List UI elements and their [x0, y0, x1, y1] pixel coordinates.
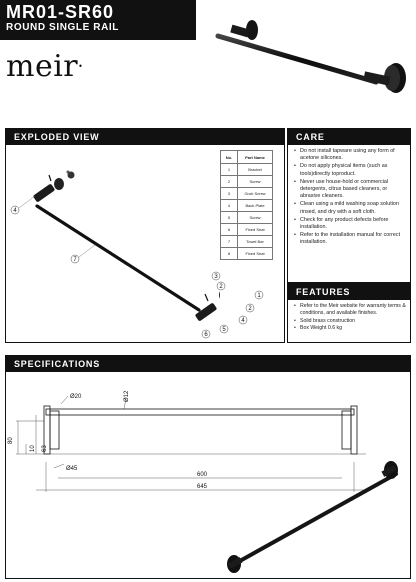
brand-logo-text: meir: [6, 49, 79, 84]
part-no: 4: [221, 200, 238, 212]
dim-plate-diameter: Ø20: [70, 394, 82, 400]
specifications-section: [5, 355, 411, 579]
part-name: Fixed Seat: [238, 224, 273, 236]
specifications-heading: SPECIFICATIONS: [6, 356, 410, 372]
product-code: MR01-SR60: [6, 2, 115, 22]
brand-logo: [6, 49, 84, 84]
part-no: 8: [221, 248, 238, 260]
callout-4-left-label: 4: [13, 208, 17, 214]
dim-height-center: 63: [42, 445, 48, 452]
right-callouts: [198, 270, 270, 342]
dim-bar-diameter: Ø12: [124, 390, 130, 402]
table-row: [221, 176, 273, 188]
towel-bar: [46, 409, 354, 415]
callout-2: 2: [219, 284, 223, 290]
table-row: [221, 200, 273, 212]
part-no: 3: [221, 188, 238, 200]
spec-product-image: [227, 461, 398, 573]
part-name: Towel Bar: [238, 236, 273, 248]
dim-length-inner: 600: [196, 472, 208, 478]
list-item: • Clean using a mild washing soap solution rinsed, and dry with a soft cloth.: [296, 201, 406, 215]
callout-3: 3: [214, 274, 218, 280]
table-row: [221, 236, 273, 248]
product-name: ROUND SINGLE RAIL: [6, 22, 119, 33]
technical-drawing: [6, 372, 410, 578]
features-heading: FEATURES: [288, 284, 410, 300]
parts-col-no: No.: [221, 151, 238, 164]
list-item: • Do not apply physical items (such as tools)directly toproduct.: [296, 163, 406, 177]
list-item: • Solid brass construction: [296, 318, 406, 325]
part-name: Fixed Seat: [238, 248, 273, 260]
part-no: 1: [221, 164, 238, 176]
table-row: [221, 212, 273, 224]
part-name: Screw: [238, 176, 273, 188]
features-list: [288, 300, 410, 332]
callout-4: 4: [241, 318, 245, 324]
parts-table-header-row: [221, 151, 273, 164]
part-name: Back Plate: [238, 200, 273, 212]
list-item: • Refer to the installation manual for correct installation.: [296, 232, 406, 246]
care-section: [287, 128, 411, 283]
dim-thickness: 10: [30, 445, 36, 452]
part-no: 7: [221, 236, 238, 248]
part-no: 2: [221, 176, 238, 188]
callout-5: 5: [222, 327, 226, 333]
care-list: [288, 145, 410, 247]
product-hero-image: [196, 0, 416, 118]
logo-dot: •: [78, 62, 84, 71]
callout-2b: 2: [248, 306, 252, 312]
dim-length-total: 645: [196, 484, 208, 490]
dim-height-total: 80: [8, 437, 14, 444]
table-row: [221, 248, 273, 260]
list-item: • Never use house-hold or commercial detergents, citrus based cleaners, or abrasive cleaners.: [296, 179, 406, 201]
table-row: [221, 224, 273, 236]
part-name: Screw: [238, 212, 273, 224]
left-mount-parts: [33, 171, 75, 203]
parts-col-name: Part Name: [238, 151, 273, 164]
list-item: • Check for any product defects before installation.: [296, 217, 406, 231]
list-item: • Do not install tapware using any form of acetone silicones.: [296, 148, 406, 162]
part-no: 6: [221, 224, 238, 236]
callout-6: 6: [204, 332, 208, 338]
left-seat: [50, 411, 59, 449]
hero-left-mount: [230, 20, 258, 40]
callout-1: 1: [257, 293, 261, 299]
callout-7-label: 7: [73, 257, 77, 263]
list-item: • Refer to the Meir website for warranty terms & conditions, and available finishes.: [296, 303, 406, 317]
product-title-block: [0, 0, 196, 40]
right-seat: [342, 411, 351, 449]
part-name: Grub Screw: [238, 188, 273, 200]
towel-bar-part: [37, 206, 199, 310]
table-row: [221, 164, 273, 176]
exploded-diagram: [5, 144, 220, 342]
exploded-view-heading: EXPLODED VIEW: [6, 129, 284, 145]
parts-table: [220, 150, 273, 260]
list-item: • Box Weight 0.6 kg: [296, 325, 406, 332]
part-no: 5: [221, 212, 238, 224]
table-row: [221, 188, 273, 200]
care-heading: CARE: [288, 129, 410, 145]
hero-right-mount: [363, 63, 406, 93]
dim-base-diameter: Ø45: [66, 466, 78, 472]
part-name: Bracket: [238, 164, 273, 176]
features-section: [287, 283, 411, 343]
